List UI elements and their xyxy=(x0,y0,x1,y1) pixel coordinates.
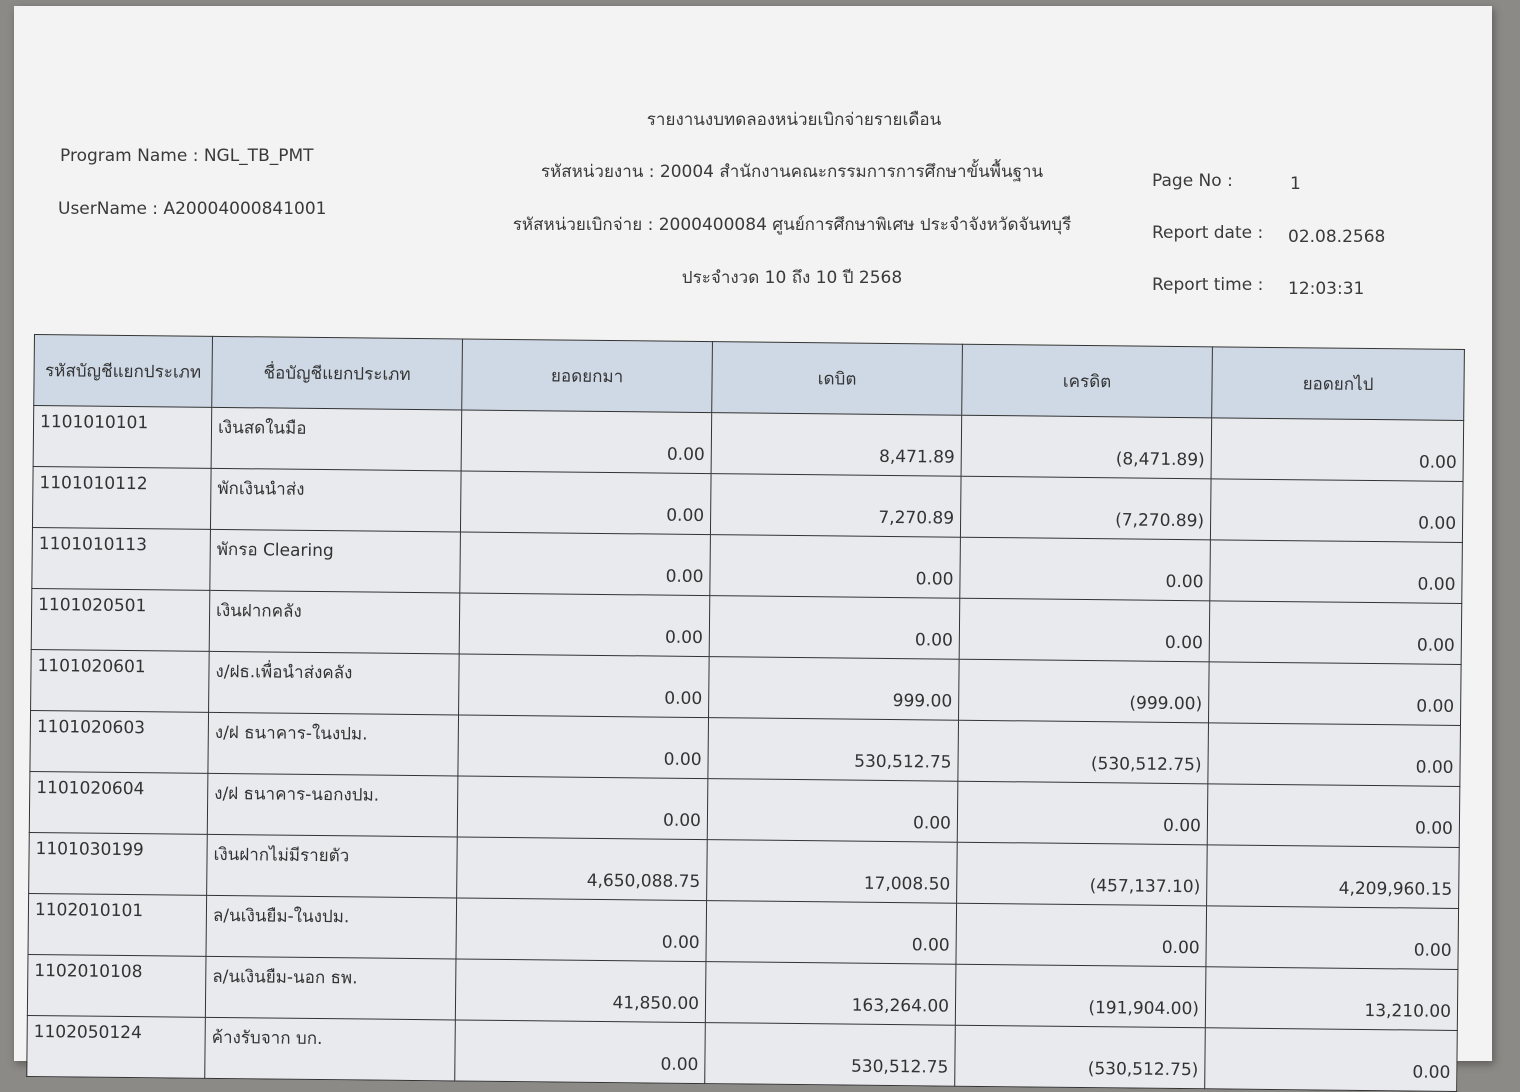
closing-balance: 13,210.00 xyxy=(1205,967,1458,1031)
agency-line: รหัสหน่วยงาน : 20004 สำนักงานคณะกรรมการการศึกษาขั้นพื้นฐาน xyxy=(540,162,1044,182)
closing-balance: 0.00 xyxy=(1210,540,1463,604)
closing-balance: 0.00 xyxy=(1208,662,1461,726)
trial-balance-table xyxy=(26,334,1465,1092)
opening-balance: 0.00 xyxy=(460,532,711,596)
opening-balance: 0.00 xyxy=(459,593,710,657)
column-header-account-name: ชื่อบัญชีแยกประเภท xyxy=(212,336,463,410)
account-code: 1101020603 xyxy=(30,710,209,773)
report-page xyxy=(14,6,1492,1083)
report-time-value: 12:03:31 xyxy=(1288,279,1365,299)
closing-balance: 0.00 xyxy=(1211,418,1464,482)
account-name: ง/ฝ ธนาคาร-ในงปม. xyxy=(208,712,459,776)
credit: 0.00 xyxy=(957,781,1208,845)
closing-balance: 0.00 xyxy=(1205,1028,1458,1092)
credit: (999.00) xyxy=(959,659,1210,723)
report-date-value: 02.08.2568 xyxy=(1288,227,1386,247)
account-code: 1101030199 xyxy=(29,832,208,895)
credit: (530,512.75) xyxy=(958,720,1209,784)
account-code: 1101020601 xyxy=(31,649,210,712)
account-name: เงินฝากไม่มีรายตัว xyxy=(207,834,458,898)
account-code: 1102010108 xyxy=(27,954,206,1017)
opening-balance: 0.00 xyxy=(456,898,707,962)
account-name: พักเงินนำส่ง xyxy=(210,468,461,532)
credit: (191,904.00) xyxy=(955,964,1206,1028)
page-no-value: 1 xyxy=(1290,174,1301,194)
closing-balance: 0.00 xyxy=(1206,906,1459,970)
credit: 0.00 xyxy=(960,537,1211,601)
account-code: 1101020604 xyxy=(29,771,208,834)
credit: 0.00 xyxy=(959,598,1210,662)
account-name: ง/ฝ ธนาคาร-นอกงปม. xyxy=(207,773,458,837)
closing-balance: 0.00 xyxy=(1208,723,1461,787)
column-header-opening-balance: ยอดยกมา xyxy=(462,339,713,413)
debit: 0.00 xyxy=(707,779,958,843)
program-name: Program Name : NGL_TB_PMT xyxy=(60,146,314,166)
account-name: ล/นเงินยืม-ในงปม. xyxy=(206,895,457,959)
page-no-label: Page No : xyxy=(1152,171,1233,191)
disbursing-unit-line: รหัสหน่วยเบิกจ่าย : 2000400084 ศูนย์การศึกษาพิเศษ ประจำจังหวัดจันทบุรี xyxy=(512,215,1072,235)
credit: 0.00 xyxy=(956,903,1207,967)
debit: 0.00 xyxy=(706,901,957,965)
debit: 999.00 xyxy=(709,657,960,721)
closing-balance: 0.00 xyxy=(1207,784,1460,848)
report-time-label: Report time : xyxy=(1152,275,1264,295)
account-code: 1101010112 xyxy=(32,466,211,529)
account-name: ค้างรับจาก บก. xyxy=(205,1017,456,1081)
account-code: 1101010101 xyxy=(33,406,212,469)
debit: 7,270.89 xyxy=(710,474,961,538)
closing-balance: 0.00 xyxy=(1209,601,1462,665)
credit: (530,512.75) xyxy=(955,1025,1206,1089)
opening-balance: 0.00 xyxy=(457,776,708,840)
account-code: 1101010113 xyxy=(32,527,211,590)
debit: 8,471.89 xyxy=(711,413,962,477)
account-code: 1101020501 xyxy=(31,588,210,651)
column-header-credit: เครดิต xyxy=(962,344,1213,418)
opening-balance: 0.00 xyxy=(459,654,710,718)
credit: (8,471.89) xyxy=(961,415,1212,479)
opening-balance: 41,850.00 xyxy=(455,959,706,1023)
debit: 163,264.00 xyxy=(705,962,956,1026)
opening-balance: 0.00 xyxy=(455,1020,706,1084)
credit: (457,137.10) xyxy=(957,842,1208,906)
closing-balance: 0.00 xyxy=(1210,479,1463,543)
debit: 530,512.75 xyxy=(705,1023,956,1087)
period-line: ประจำงวด 10 ถึง 10 ปี 2568 xyxy=(681,268,903,288)
opening-balance: 4,650,088.75 xyxy=(457,837,708,901)
account-name: ง/ฝธ.เพื่อนำส่งคลัง xyxy=(209,651,460,715)
debit: 0.00 xyxy=(710,535,961,599)
closing-balance: 4,209,960.15 xyxy=(1207,845,1460,909)
account-name: พักรอ Clearing xyxy=(210,529,461,593)
debit: 17,008.50 xyxy=(707,840,958,904)
debit: 530,512.75 xyxy=(708,718,959,782)
user-name: UserName : A20004000841001 xyxy=(58,199,327,219)
opening-balance: 0.00 xyxy=(458,715,709,779)
opening-balance: 0.00 xyxy=(460,471,711,535)
report-date-label: Report date : xyxy=(1152,223,1264,243)
column-header-account-code: รหัสบัญชีแยกประเภท xyxy=(34,335,213,408)
account-name: เงินฝากคลัง xyxy=(209,590,460,654)
debit: 0.00 xyxy=(709,596,960,660)
column-header-debit: เดบิต xyxy=(712,342,963,416)
opening-balance: 0.00 xyxy=(461,410,712,474)
account-name: ล/นเงินยืม-นอก ธพ. xyxy=(205,956,456,1020)
credit: (7,270.89) xyxy=(960,476,1211,540)
report-title: รายงานงบทดลองหน่วยเบิกจ่ายรายเดือน xyxy=(646,110,942,130)
account-name: เงินสดในมือ xyxy=(211,407,462,471)
account-code: 1102010101 xyxy=(28,893,207,956)
account-code: 1102050124 xyxy=(27,1015,206,1078)
column-header-closing-balance: ยอดยกไป xyxy=(1212,347,1465,421)
